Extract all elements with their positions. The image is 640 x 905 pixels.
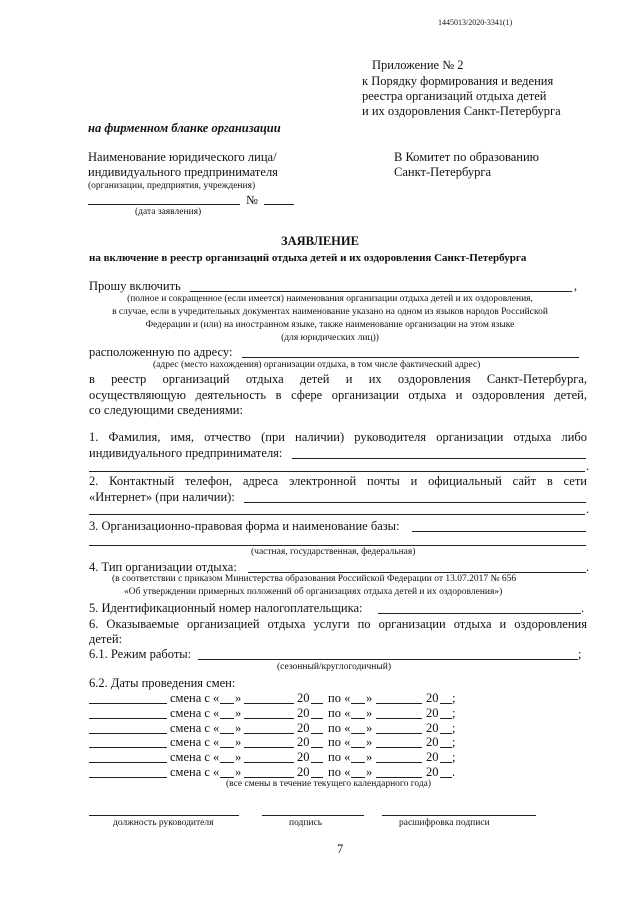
request-para-3: со следующими сведениями:	[89, 403, 243, 417]
shift-name-blank	[89, 718, 167, 719]
shift-from-label: смена с «	[170, 765, 220, 779]
item-2-blank-2	[89, 514, 585, 515]
shift-to-year-blank	[440, 718, 452, 719]
item-5-dot: .	[581, 601, 585, 615]
shift-to-year-blank	[440, 703, 452, 704]
shift-from-year-blank	[311, 777, 323, 778]
signature-label: подпись	[289, 818, 323, 828]
position-label: должность руководителя	[113, 818, 214, 828]
shift-name-blank	[89, 762, 167, 763]
shift-to-label: по «	[328, 750, 351, 765]
shift-from-month-blank	[244, 703, 294, 704]
request-label: Прошу включить	[89, 279, 181, 293]
shift-from-year: 20	[297, 705, 310, 720]
date-blank	[88, 204, 240, 205]
item-5-label: 5. Идентификационный номер налогоплательщика:	[89, 601, 363, 615]
shift-to-day-blank	[351, 777, 365, 778]
item-4-hint-1: (в соответствии с приказом Министерства образования Российской Федерации от 13.07.2017 № 656	[112, 574, 517, 584]
shift-to-year-blank	[440, 777, 452, 778]
shift-to-year: 20	[426, 705, 439, 720]
shift-from-label: смена с «	[170, 750, 220, 765]
shift-from-day-blank	[220, 733, 234, 734]
item-1-line-1: 1. Фамилия, имя, отчество (при наличии) руководителя организации отдыха либо	[89, 430, 587, 444]
shift-from-quote: »	[235, 720, 242, 735]
number-blank	[264, 204, 294, 205]
item-2-blank-1	[244, 502, 586, 503]
org-name-hint-2: в случае, если в учредительных документах наименование указано на одном из языков народов Российской	[112, 307, 548, 317]
item-4-dot: .	[586, 560, 590, 574]
shift-to-label: по «	[328, 705, 351, 720]
shift-from-label: смена с «	[170, 735, 220, 750]
shift-to-year-blank	[440, 733, 452, 734]
shift-to-quote: »	[366, 691, 373, 705]
item-6-line-1: 6. Оказываемые организацией отдыха услуги по организации отдыха и оздоровления	[89, 617, 587, 631]
shift-row-end: .	[452, 765, 456, 779]
appendix-line-1: Приложение № 2	[372, 58, 464, 72]
shift-to-label: по «	[328, 691, 351, 705]
shift-name-blank	[89, 733, 167, 734]
shift-name-blank	[89, 777, 167, 778]
shift-row-end: ;	[452, 705, 456, 720]
shift-from-month-blank	[244, 718, 294, 719]
appendix-line-4: и их оздоровления Санкт-Петербурга	[362, 104, 561, 118]
shift-to-quote: »	[366, 750, 373, 765]
shift-row-end: ;	[452, 720, 456, 735]
item-6-line-2: детей:	[89, 632, 123, 646]
item-5-blank	[378, 613, 581, 614]
shift-to-day-blank	[351, 762, 365, 763]
org-name-hint-1: (полное и сокращенное (если имеется) наименования организации отдыха детей и их оздоровления,	[127, 294, 533, 304]
shift-to-day-blank	[351, 718, 365, 719]
shift-from-quote: »	[235, 691, 242, 705]
shift-from-month-blank	[244, 733, 294, 734]
shift-from-month-blank	[244, 777, 294, 778]
shift-from-day-blank	[220, 777, 234, 778]
shift-from-year-blank	[311, 762, 323, 763]
shifts-hint: (все смены в течение текущего календарного года)	[226, 779, 432, 789]
shift-from-label: смена с «	[170, 720, 220, 735]
item-2-line-1: 2. Контактный телефон, адреса электронной почты и официальный сайт в сети	[89, 474, 587, 488]
item-6-1-semicolon: ;	[578, 647, 582, 661]
item-3-hint: (частная, государственная, федеральная)	[251, 547, 416, 557]
item-6-1-label: 6.1. Режим работы:	[89, 647, 192, 661]
doc-subtitle: на включение в реестр организаций отдыха детей и их оздоровления Санкт-Петербурга	[89, 252, 527, 264]
signature-blank	[262, 815, 364, 816]
shift-to-label: по «	[328, 735, 351, 750]
shift-name-blank	[89, 747, 167, 748]
address-label: расположенную по адресу:	[89, 345, 233, 359]
shift-from-quote: »	[235, 735, 242, 750]
item-4-label: 4. Тип организации отдыха:	[89, 560, 237, 574]
shift-to-month-blank	[376, 703, 422, 704]
item-4-hint-2: «Об утверждении примерных положений об организациях отдыха детей и их оздоровления»)	[124, 587, 503, 597]
shift-to-month-blank	[376, 733, 422, 734]
shift-row-end: ;	[452, 750, 456, 765]
document-number: 1445013/2020-3341(1)	[438, 18, 513, 27]
shift-from-quote: »	[235, 705, 242, 720]
address-hint: (адрес (место нахождения) организации отдыха, в том числе фактический адрес)	[153, 360, 481, 370]
shift-from-year: 20	[297, 720, 310, 735]
decode-label: расшифровка подписи	[399, 818, 490, 828]
shift-to-month-blank	[376, 777, 422, 778]
org-name-hint-4: (для юридических лиц))	[281, 333, 379, 343]
item-3-label: 3. Организационно-правовая форма и наименование базы:	[89, 519, 400, 533]
shift-name-blank	[89, 703, 167, 704]
shift-to-label: по «	[328, 765, 351, 779]
request-comma: ,	[574, 279, 578, 293]
shift-from-day-blank	[220, 718, 234, 719]
shift-from-quote: »	[235, 750, 242, 765]
shift-to-year-blank	[440, 762, 452, 763]
shift-to-label: по «	[328, 720, 351, 735]
shift-to-month-blank	[376, 718, 422, 719]
shift-to-year: 20	[426, 750, 439, 765]
item-1-blank-1	[292, 458, 586, 459]
shift-from-year-blank	[311, 747, 323, 748]
shift-from-year: 20	[297, 750, 310, 765]
item-6-1-hint: (сезонный/круглогодичный)	[277, 662, 391, 672]
item-3-blank-2	[89, 545, 586, 546]
item-1-line-2: индивидуального предпринимателя:	[89, 446, 283, 460]
item-3-blank-1	[412, 531, 586, 532]
item-4-blank	[248, 572, 586, 573]
shift-to-year: 20	[426, 735, 439, 750]
shift-from-label: смена с «	[170, 705, 220, 720]
org-name-hint-3: Федерации и (или) на иностранном языке, также наименование организации на этом языке	[145, 320, 515, 330]
shift-from-month-blank	[244, 762, 294, 763]
shift-to-quote: »	[366, 705, 373, 720]
address-blank	[242, 357, 579, 358]
shift-to-year: 20	[426, 720, 439, 735]
shift-to-year: 20	[426, 691, 439, 705]
shift-to-month-blank	[376, 747, 422, 748]
shift-to-quote: »	[366, 720, 373, 735]
item-6-1-blank	[198, 659, 578, 660]
shift-to-year: 20	[426, 765, 439, 779]
shift-from-year-blank	[311, 703, 323, 704]
shift-from-day-blank	[220, 762, 234, 763]
shift-from-month-blank	[244, 747, 294, 748]
item-2-line-2: «Интернет» (при наличии):	[89, 490, 235, 504]
applicant-hint: (организации, предприятия, учреждения)	[88, 181, 256, 191]
shift-from-day-blank	[220, 703, 234, 704]
item-2-dot: .	[586, 502, 590, 516]
doc-title: ЗАЯВЛЕНИЕ	[281, 234, 359, 248]
applicant-line-2: индивидуального предпринимателя	[88, 165, 278, 179]
shift-row-end: ;	[452, 735, 456, 750]
date-hint: (дата заявления)	[135, 207, 202, 217]
shift-from-year: 20	[297, 765, 310, 779]
shift-from-year: 20	[297, 735, 310, 750]
number-sign: №	[246, 193, 258, 207]
appendix-line-2: к Порядку формирования и ведения	[362, 74, 554, 88]
shift-from-year-blank	[311, 733, 323, 734]
shift-to-year-blank	[440, 747, 452, 748]
shift-to-day-blank	[351, 733, 365, 734]
item-1-blank-2	[89, 471, 585, 472]
shift-from-day-blank	[220, 747, 234, 748]
shift-to-quote: »	[366, 765, 373, 779]
shift-to-day-blank	[351, 703, 365, 704]
decode-blank	[382, 815, 536, 816]
request-para-1: в реестр организаций отдыха детей и их оздоровления Санкт-Петербурга,	[89, 372, 587, 386]
request-para-2: осуществляющую деятельность в сфере организации отдыха и оздоровления детей,	[89, 388, 587, 402]
appendix-line-3: реестра организаций отдыха детей	[362, 89, 547, 103]
addressee-line-2: Санкт-Петербурга	[394, 165, 492, 179]
shift-to-month-blank	[376, 762, 422, 763]
addressee-line-1: В Комитет по образованию	[394, 150, 539, 164]
shift-from-year-blank	[311, 718, 323, 719]
shift-to-day-blank	[351, 747, 365, 748]
shift-row-end: ;	[452, 691, 456, 705]
applicant-line-1: Наименование юридического лица/	[88, 150, 277, 164]
item-6-2-label: 6.2. Даты проведения смен:	[89, 676, 236, 690]
letterhead-note: на фирменном бланке организации	[88, 121, 281, 135]
page-number: 7	[337, 842, 344, 856]
org-name-blank	[190, 291, 572, 292]
position-blank	[89, 815, 239, 816]
shift-from-year: 20	[297, 691, 310, 705]
shift-from-label: смена с «	[170, 691, 220, 705]
shift-from-quote: »	[235, 765, 242, 779]
item-1-dot: .	[586, 459, 590, 473]
shift-to-quote: »	[366, 735, 373, 750]
